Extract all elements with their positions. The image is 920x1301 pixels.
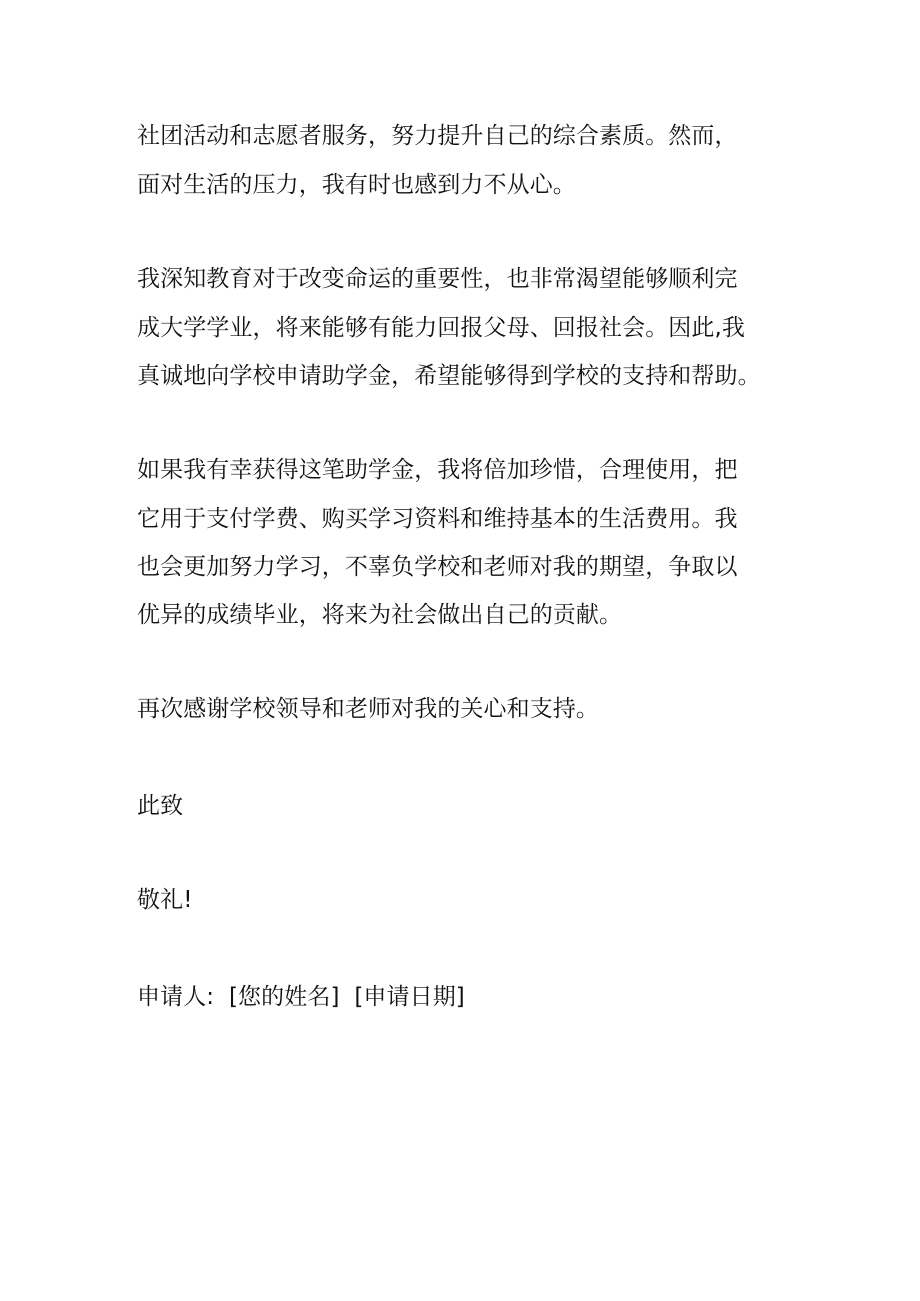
paragraph-3-line-1: 如果我有幸获得这笔助学金，我将倍加珍惜，合理使用，把 [137, 457, 738, 483]
paragraph-2-line-3: 真诚地向学校申请助学金，希望能够得到学校的支持和帮助。 [137, 363, 761, 389]
paragraph-3-line-4: 优异的成绩毕业，将来为社会做出自己的贡献。 [137, 602, 623, 628]
paragraph-2-line-2: 成大学学业，将来能够有能力回报父母、回报社会。因此,我 [137, 315, 746, 341]
paragraph-2-line-1: 我深知教育对于改变命运的重要性，也非常渴望能够顺利完 [137, 266, 738, 292]
closing-salutation: 此致 [137, 793, 184, 819]
signature-line: 申请人: [您的姓名] [申请日期] [137, 984, 465, 1010]
paragraph-3-line-2: 它用于支付学费、购买学习资料和维持基本的生活费用。我 [137, 506, 738, 532]
paragraph-1-line-1: 社团活动和志愿者服务，努力提升自己的综合素质。然而， [137, 123, 738, 149]
paragraph-1-line-2: 面对生活的压力，我有时也感到力不从心。 [137, 172, 576, 198]
paragraph-3-line-3: 也会更加努力学习，不辜负学校和老师对我的期望，争取以 [137, 554, 738, 580]
closing-regards: 敬礼! [137, 887, 193, 913]
paragraph-4-line-1: 再次感谢学校领导和老师对我的关心和支持。 [137, 696, 599, 722]
